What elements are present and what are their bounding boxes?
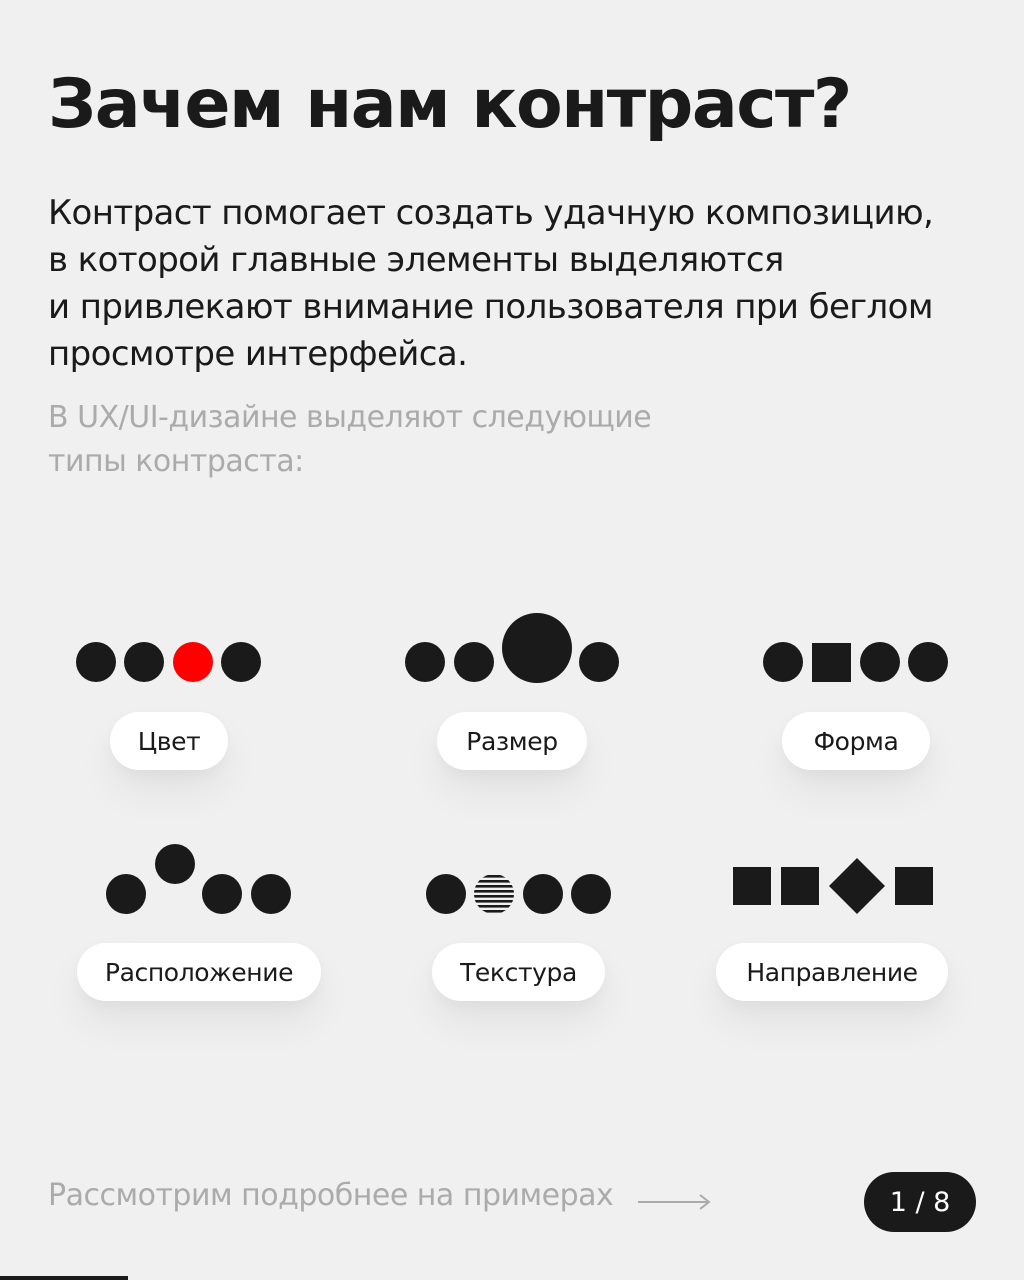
- contrast-label-size: Размер: [437, 712, 587, 770]
- color-contrast-icon: [76, 642, 261, 682]
- contrast-label-color: Цвет: [110, 712, 228, 770]
- contrast-label-direction: Направление: [716, 943, 948, 1001]
- progress-bar: [0, 1276, 128, 1280]
- position-contrast-icon: [106, 844, 291, 914]
- lead-line: просмотре интерфейса.: [48, 334, 468, 374]
- contrast-label-position: Расположение: [77, 943, 321, 1001]
- subtitle-line: В UX/UI-дизайне выделяют следующие: [48, 400, 652, 435]
- lead-line: в которой главные элементы выделяются: [48, 240, 784, 280]
- lead-line: и привлекают внимание пользователя при беглом: [48, 287, 933, 327]
- footer-hint: Рассмотрим подробнее на примерах: [48, 1178, 614, 1213]
- contrast-label-shape: Форма: [782, 712, 930, 770]
- shape-contrast-icon: [763, 642, 948, 682]
- arrow-right-icon: [638, 1190, 712, 1214]
- subtitle-line: типы контраста:: [48, 444, 304, 479]
- size-contrast-icon: [405, 613, 619, 683]
- direction-contrast-icon: [733, 858, 933, 914]
- page-indicator: 1 / 8: [864, 1172, 976, 1232]
- contrast-label-texture: Текстура: [432, 943, 605, 1001]
- texture-contrast-icon: [426, 874, 611, 914]
- page-title: Зачем нам контраст?: [48, 65, 851, 144]
- lead-line: Контраст помогает создать удачную композицию,: [48, 193, 934, 233]
